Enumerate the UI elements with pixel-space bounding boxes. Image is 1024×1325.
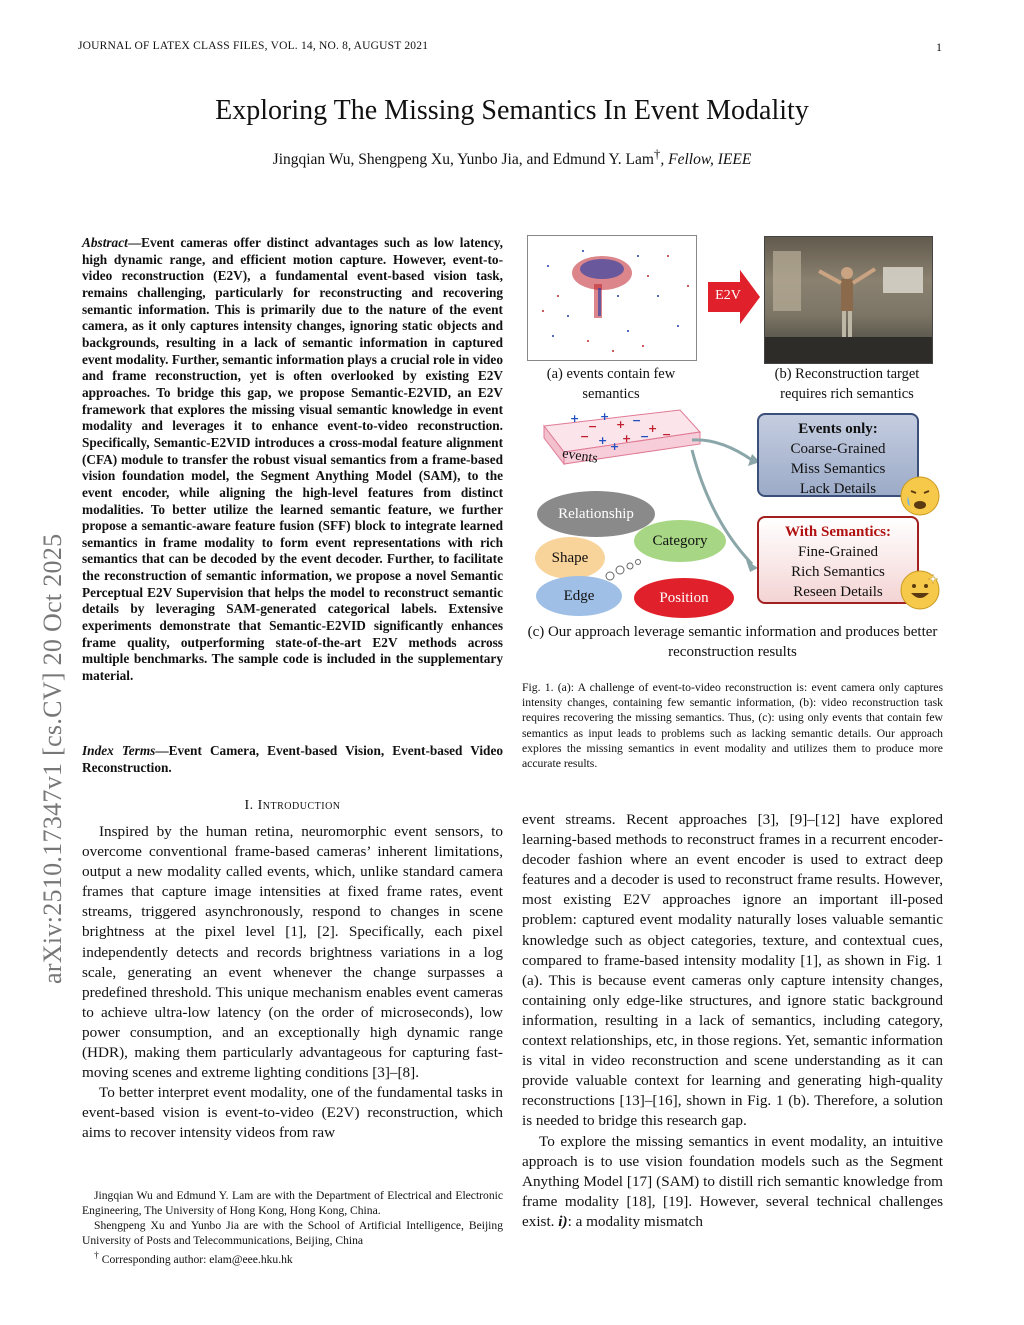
svg-text:+: + <box>598 434 608 447</box>
abstract <box>82 235 503 685</box>
thought-bubbles-icon <box>604 556 644 582</box>
svg-text:+: + <box>600 410 610 423</box>
page-number: 1 <box>936 40 942 54</box>
intro-paragraph: Inspired by the human retina, neuromorphic event sensors, to overcome conventional frame-based cameras’ inherent limitations, output a new modality called events, which, unlike standard camera frames that capture image intensities at fixed frame rates, event streams, triggered asynchronously, respond to changes in scene brightness at the pixel level [1], [2]. Specifically, each pixel independently detects and records brightness variations in a log scale, generating an event whenever the change surpasses a predefined threshold. This unique mechanism enables event cameras to achieve ultra-low latency (on the order of microseconds), low power consumption, and an exceptionally high dynamic range (HDR), making them particularly advantageous for capturing fast-moving scenes and extreme lighting conditions [3]–[8]. <box>82 823 503 1082</box>
paper-title: Exploring The Missing Semantics In Event Modality <box>215 95 809 126</box>
svg-text:−: − <box>588 420 598 433</box>
paper-authors <box>82 146 942 169</box>
with-semantics-line: Reseen Details <box>793 584 883 600</box>
cloud-edge: Edge <box>536 576 622 616</box>
intro-paragraph: event streams. Recent approaches [3], [9]–[12] have explored learning-based methods to reconstruct frames in a recurrent encoder-decoder fashion where an event encoder is used to extract deep features and a decoder is used to reconstruct frame results. However, most existing E2V approaches ignore an important ill-posed problem: captured event modality naturally loses valuable semantic knowledge such as object categories, texture, and contextual cues, compared to frame-based intensity modality [1], as shown in Fig. 1 (a). This is because event cameras only capture intensity changes, containing only edge-like structures, and ignore static background information, resulting in a lack of semantics, including category, context relationships, etc, in those regions. Yet, semantic information is vital in video reconstruction and scene understanding as it can provide valuable context for learning and generating high-quality reconstructions [13]–[16], shown in Fig. 1 (b). Therefore, a solution is needed to bridge this research gap. <box>522 811 943 1130</box>
events-only-line: Miss Semantics <box>790 461 886 477</box>
section-heading <box>82 798 503 814</box>
intro-left-column <box>82 822 503 1144</box>
index-terms-label: Index Terms <box>82 743 156 758</box>
footnote-affiliation: Shengpeng Xu and Yunbo Jia are with the School of Artificial Intelligence, Beijing University of Posts and Telecommunications, Beijing, China <box>82 1219 503 1248</box>
authors-dagger: † <box>653 146 661 161</box>
panel-a-caption: (a) events contain few semantics <box>546 366 676 402</box>
cloud-position: Position <box>634 578 734 618</box>
footnotes <box>82 1188 503 1267</box>
with-semantics-box <box>757 516 919 604</box>
abstract-text: —Event cameras offer distinct advantages such as low latency, high dynamic range, and efficient motion capture. However, event-to-video reconstruction (E2V), a fundamental event-based vision task, remains challenging, particularly for reconstructing and recovering semantic information. This is primarily due to the nature of the event camera, as it only captures intensity changes, ignoring static objects and backgrounds, resulting in a lack of semantic information in captured event modality. Further, semantic information plays a crucial role in video and frame reconstruction, yet is often overlooked by existing E2V approaches. To bridge this gap, we propose Semantic-E2VID, an E2V framework that explores the missing visual semantic knowledge in event modality and leverages it to enhance event-to-video reconstruction. Specifically, Semantic-E2VID introduces a cross-modal feature alignment (CFA) module to transfer the robust visual semantics from a frame-based vision foundation model, the Segment Anything Model (SAM), to the event encoder, while aligning the high-level features from distinct modalities. To better utilize the learned semantic feature, we further propose a semantic-aware feature fusion (SFF) block to integrate learned semantics in frame modality to form event representations with rich semantics that can be decoded by the event decoder. Further, to facilitate the reconstruction of semantic information, we propose a novel Semantic Perceptual E2V Supervision that helps the model to reconstruct semantic details by leveraging SAM-generated categorical labels. Extensive experiments demonstrate that Semantic-E2VID significantly enhances frame quality, outperforming state-of-the-art E2V methods across multiple benchmarks. The sample code is included in the supplementary material. <box>82 235 503 684</box>
svg-text:+: + <box>570 412 580 425</box>
intro-paragraph: To better interpret event modality, one of the fundamental tasks in event-based vision is event-to-video (E2V) reconstruction, which aims to recover intensity videos from raw <box>82 1084 503 1142</box>
svg-text:+: + <box>648 422 658 435</box>
challenge-text: : a modality mismatch <box>567 1212 703 1230</box>
index-terms <box>82 743 503 776</box>
cloud-shape: Shape <box>535 537 605 579</box>
intro-right-column <box>522 810 943 1232</box>
reconstruction-scene <box>765 237 932 363</box>
svg-text:−: − <box>662 428 672 441</box>
index-terms-text: —Event Camera, Event-based Vision, Event-based Video Reconstruction. <box>82 743 503 775</box>
events-word: events <box>561 446 599 467</box>
events-only-line: Coarse-Grained <box>790 441 886 457</box>
svg-text:−: − <box>580 430 590 443</box>
svg-text:−: − <box>632 414 642 427</box>
footnote-affiliation: Jingqian Wu and Edmund Y. Lam are with the Department of Electrical and Electronic Engineering, The University of Hong Kong, Hong Kong, China. <box>82 1189 503 1218</box>
with-semantics-line: Fine-Grained <box>798 544 878 560</box>
challenge-label: i) <box>558 1212 568 1230</box>
section-title: Introduction <box>257 798 341 813</box>
authors-suffix: , Fellow, IEEE <box>660 151 752 169</box>
svg-text:+: + <box>616 418 626 431</box>
happy-face-icon <box>900 570 940 610</box>
section-number: I. <box>244 798 254 813</box>
svg-text:+: + <box>610 440 620 453</box>
events-only-line: Lack Details <box>799 481 877 497</box>
event-scatter <box>528 236 696 360</box>
event-frame-image <box>527 235 697 361</box>
panel-b-caption: (b) Reconstruction target requires rich semantics <box>774 366 920 402</box>
events-only-box <box>757 413 919 497</box>
abstract-label: Abstract <box>82 235 128 250</box>
cloud-relationship: Relationship <box>537 491 655 537</box>
with-semantics-line: Rich Semantics <box>791 564 885 580</box>
cloud-category: Category <box>634 520 726 562</box>
authors-names: Jingqian Wu, Shengpeng Xu, Yunbo Jia, and Edmund Y. Lam <box>272 151 654 169</box>
with-semantics-title: With Semantics: <box>785 524 891 540</box>
panel-c-caption: (c) Our approach leverage semantic information and produces better reconstruction results <box>527 624 938 660</box>
events-only-title: Events only: <box>798 421 878 437</box>
sad-face-icon <box>900 476 940 516</box>
footnote-dagger: † <box>94 1250 99 1262</box>
svg-text:−: − <box>640 430 650 443</box>
footnote-corresponding: † Corresponding author: elam@eee.hku.hk <box>94 1250 293 1267</box>
reconstruction-image <box>764 236 933 364</box>
arxiv-stamp: arXiv:2510.17347v1 [cs.CV] 20 Oct 2025 <box>38 533 67 984</box>
intro-paragraph-last: To explore the missing semantics in event modality, an intuitive approach is to use vision foundation models such as the Segment Anything Model [17] (SAM) to distill rich semantic knowledge from frame modality [18], [19]. However, several technical challenges exist. i): a modality mismatch <box>522 1132 943 1230</box>
e2v-label: E2V <box>715 288 741 303</box>
figure-caption: Fig. 1. (a): A challenge of event-to-video reconstruction is: event camera only captures intensity changes, containing few semantic information, (b): video reconstruction task requires recovering the missing semantics. Thus, (c): using only events that contain few semantics as input leads to problems such as lacking semantic details. Our approach explores the missing semantics in event modality and utilizes them to produce more accurate results. <box>522 681 943 771</box>
running-head: JOURNAL OF LATEX CLASS FILES, VOL. 14, NO. 8, AUGUST 2021 <box>78 40 429 52</box>
svg-text:+: + <box>622 432 632 445</box>
